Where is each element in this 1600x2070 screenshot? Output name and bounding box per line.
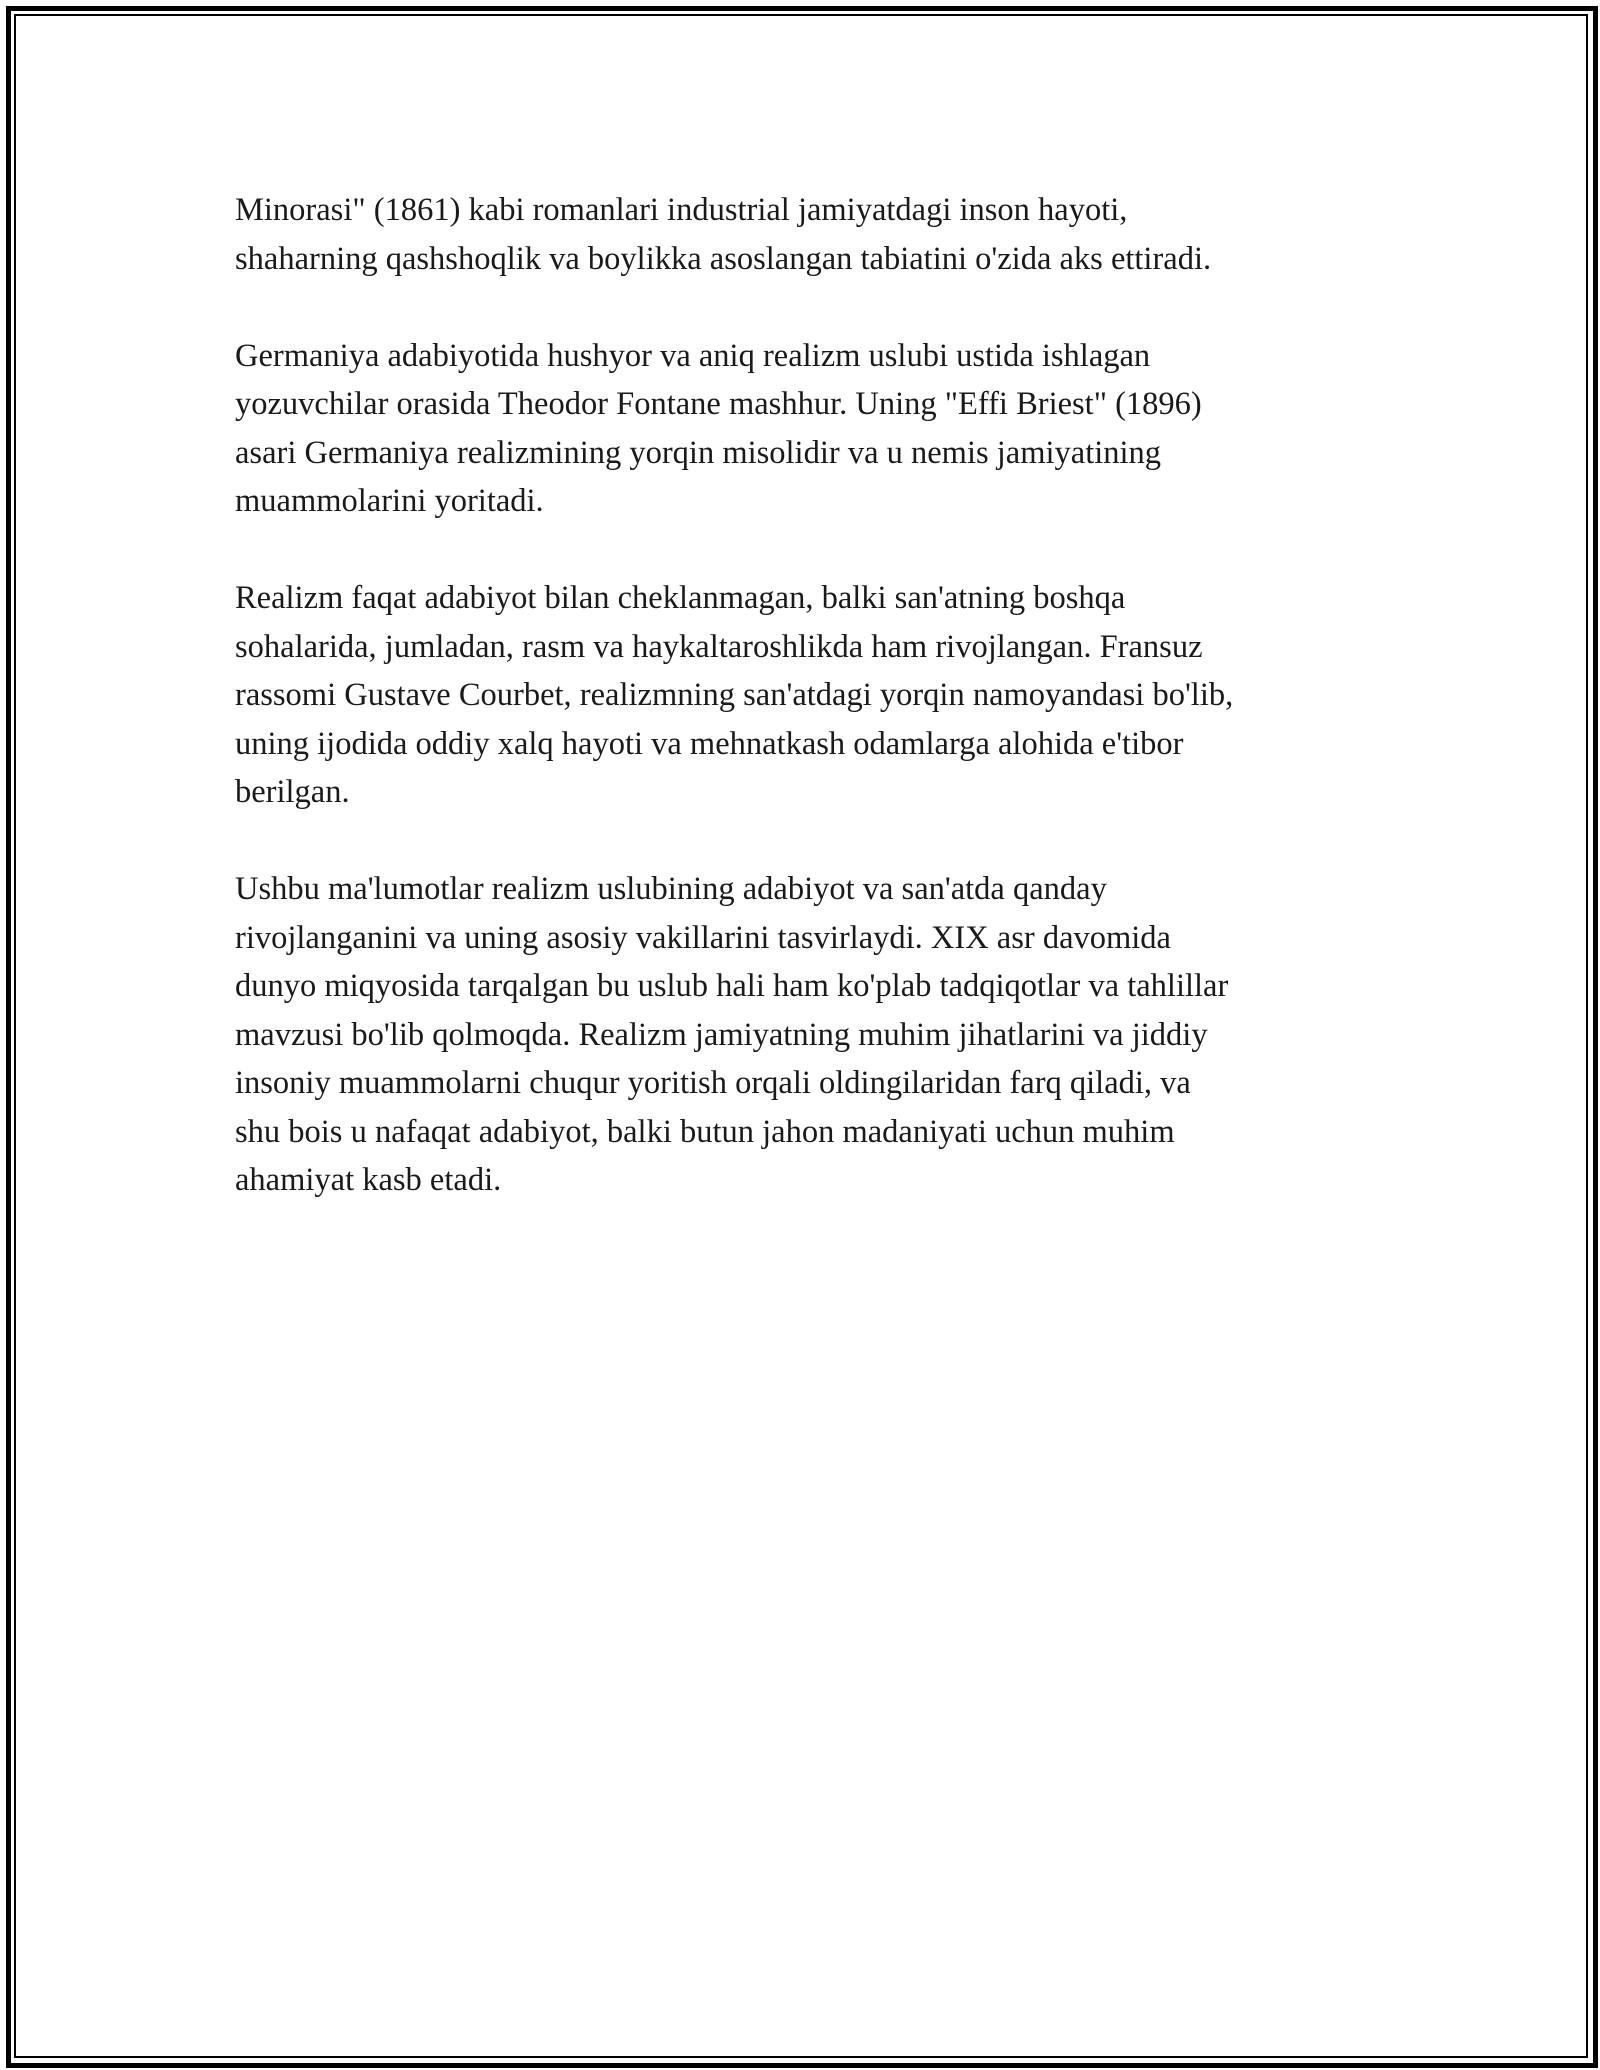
paragraph-1: Minorasi" (1861) kabi romanlari industrial jamiyatdagi inson hayoti, shaharning qashshoqlik va boylikka asoslangan tabiatini o'zida aks ettiradi. bbox=[235, 192, 1212, 277]
paragraph-4: Ushbu ma'lumotlar realizm uslubining adabiyot va san'atda qanday rivojlanganini va uning asosiy vakillarini tasvirlaydi. XIX asr davomida dunyo miqyosida tarqalgan bu uslub hali ham ko'plab tadqiqotlar va tahlillar mavzusi bo'lib qolmoqda. Realizm jamiyatning muhim jihatlarini va jiddiy insoniy muammolarni chuqur yoritish orqali oldingilaridan farq qiladi, va shu bois u nafaqat adabiyot, balki butun jahon madaniyati uchun muhim ahamiyat kasb etadi. bbox=[235, 871, 1229, 1198]
paragraph-2: Germaniya adabiyotida hushyor va aniq realizm uslubi ustida ishlagan yozuvchilar orasida Theodor Fontane mashhur. Uning "Effi Briest" (1896) asari Germaniya realizmining yorqin misolidir va u nemis jamiyatining muammolarini yoritadi. bbox=[235, 337, 1202, 519]
document-body bbox=[235, 186, 1375, 1253]
paragraph-3: Realizm faqat adabiyot bilan cheklanmagan, balki san'atning boshqa sohalarida, jumladan, rasm va haykaltaroshlikda ham rivojlangan. Fransuz rassomi Gustave Courbet, realizmning san'atdagi yorqin namoyandasi bo'lib, uning ijodida oddiy xalq hayoti va mehnatkash odamlarga alohida e'tibor berilgan. bbox=[235, 580, 1234, 810]
